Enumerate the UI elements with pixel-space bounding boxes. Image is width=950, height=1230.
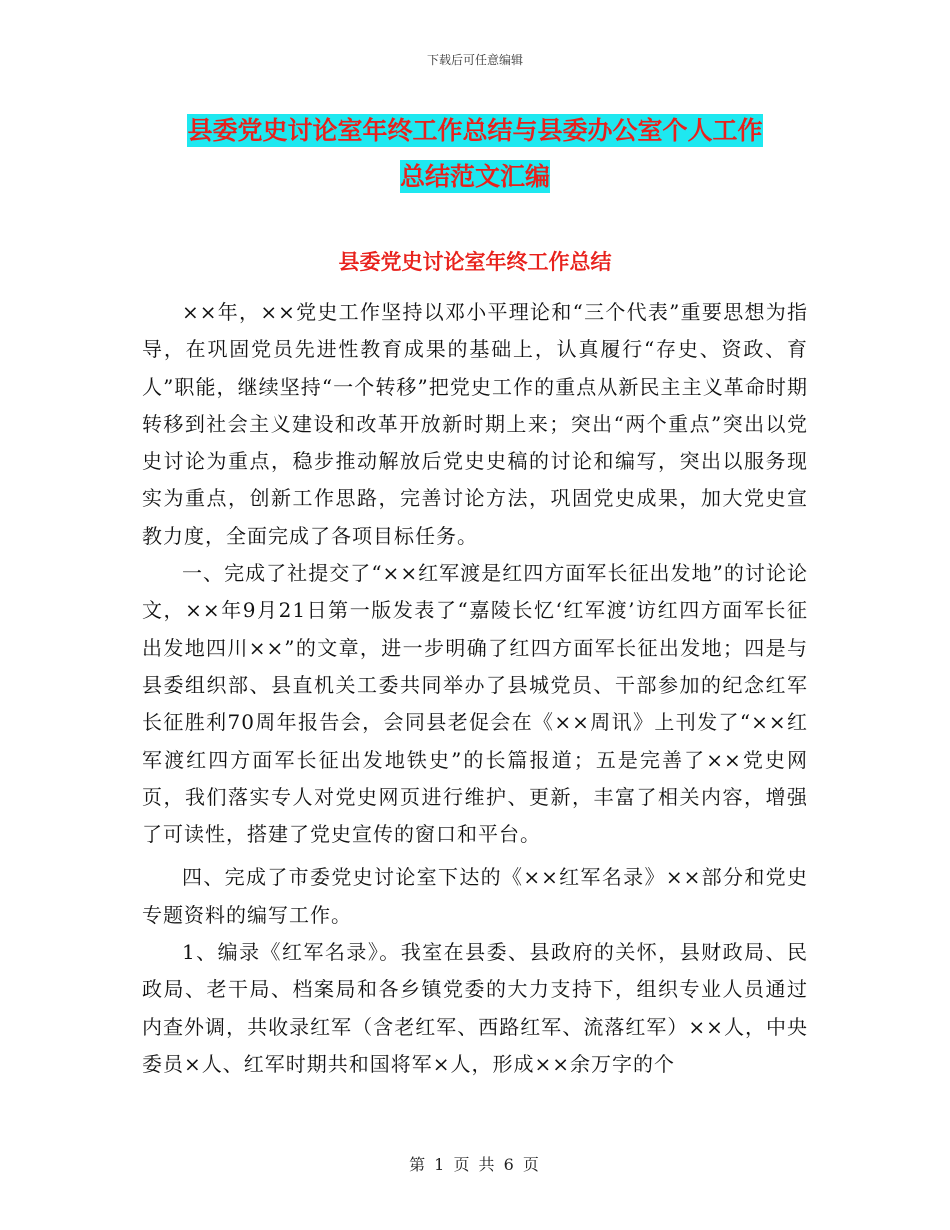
section-title: 县委党史讨论室年终工作总结 xyxy=(338,250,612,274)
document-body xyxy=(142,294,808,1083)
paragraph: ××年，××党史工作坚持以邓小平理论和“三个代表”重要思想为指导，在巩固党员先进性教育成果的基础上，认真履行“存史、资政、育人”职能，继续坚持“一个转移”把党史工作的重点从新民主主义革命时期转移到社会主义建设和改革开放新时期上来；突出“两个重点”突出以党史讨论为重点，稳步推动解放后党史史稿的讨论和编写，突出以服务现实为重点，创新工作思路，完善讨论方法，巩固党史成果，加大党史宣教力度，全面完成了各项目标任务。 xyxy=(142,300,808,548)
paragraph: 四、完成了市委党史讨论室下达的《××红军名录》××部分和党史专题资料的编写工作。 xyxy=(142,865,808,927)
paragraph: 1、编录《红军名录》。我室在县委、县政府的关怀，县财政局、民政局、老干局、档案局和各乡镇党委的大力支持下，组织专业人员通过内查外调，共收录红军（含老红军、西路红军、流落红军）××人，中央委员×人、红军时期共和国将军×人，形成××余万字的个 xyxy=(142,940,808,1076)
document-title xyxy=(0,108,950,200)
page-number-footer: 第 1 页 共 6 页 xyxy=(409,1155,541,1174)
document-title-line-2: 总结范文汇编 xyxy=(399,162,550,191)
paragraph: 一、完成了社提交了“××红军渡是红四方面军长征出发地”的讨论论文，××年9月21日第一版发表了“嘉陵长忆‘红军渡’访红四方面军长征出发地四川××”的文章，进一步明确了红四方面军长征出发地；四是与县委组织部、县直机关工委共同举办了县城党员、干部参加的纪念红军长征胜利70周年报告会，会同县老促会在《××周讯》上刊发了“××红军渡红四方面军长征出发地铁史”的长篇报道；五是完善了××党史网页，我们落实专人对党史网页进行维护、更新，丰富了相关内容，增强了可读性，搭建了党史宣传的窗口和平台。 xyxy=(142,561,808,847)
page-header-note: 下载后可任意编辑 xyxy=(426,53,523,67)
document-title-line-1: 县委党史讨论室年终工作总结与县委办公室个人工作 xyxy=(187,116,763,145)
